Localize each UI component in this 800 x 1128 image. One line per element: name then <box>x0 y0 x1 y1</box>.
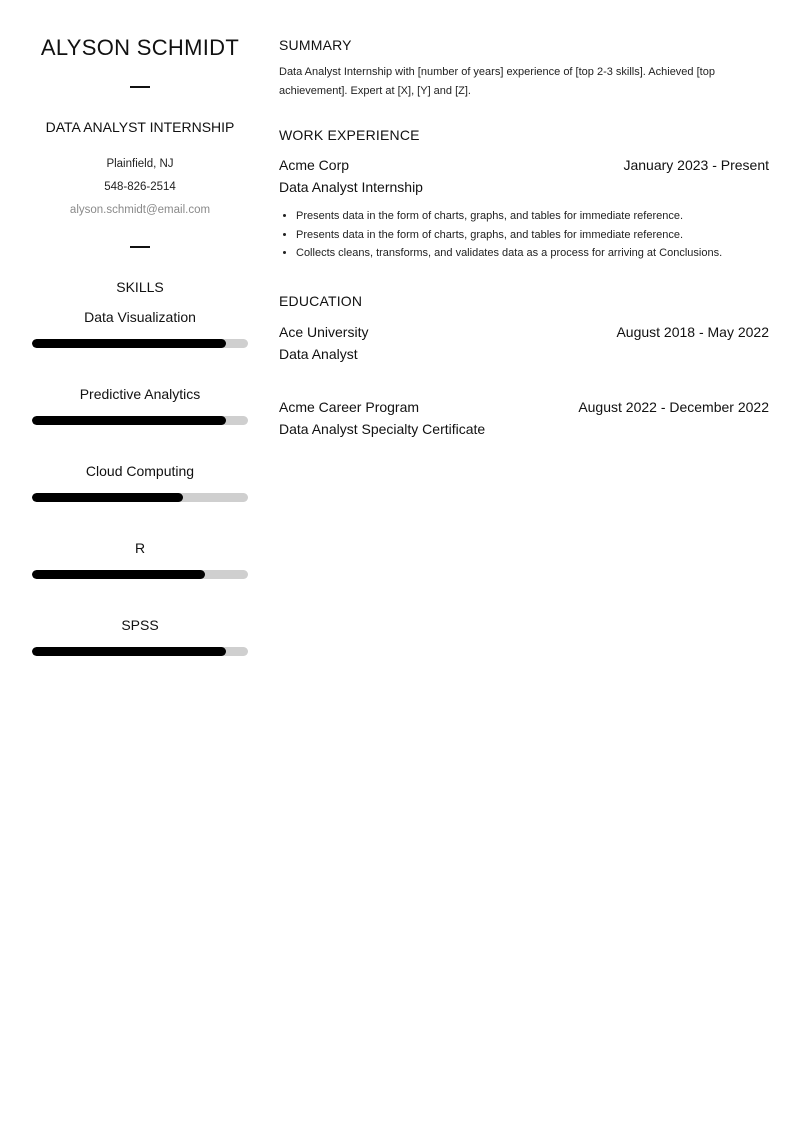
skill-level-bar <box>32 493 248 502</box>
skill-name: Data Visualization <box>84 309 196 325</box>
skills-heading: SKILLS <box>116 279 164 295</box>
education-entry <box>279 398 769 438</box>
sidebar <box>28 34 252 656</box>
school-name: Acme Career Program <box>279 398 420 415</box>
skill-item <box>28 462 252 502</box>
job-title: DATA ANALYST INTERNSHIP <box>45 119 235 135</box>
education-entry-header <box>279 323 769 341</box>
skill-level-fill <box>32 416 226 425</box>
skill-name: Predictive Analytics <box>79 386 201 402</box>
name-divider <box>130 86 150 88</box>
skill-level-fill <box>32 493 183 502</box>
skill-item <box>28 616 252 656</box>
summary-text: Data Analyst Internship with [number of years] experience of [top 2-3 skills]. Achieved [top achievement]. Expert at [X], [Y] and [Z]. <box>279 66 715 97</box>
education-dates: August 2022 - December 2022 <box>578 398 769 415</box>
school-name: Ace University <box>279 323 369 340</box>
work-entry <box>279 156 769 263</box>
degree-name: Data Analyst Specialty Certificate <box>279 420 486 437</box>
skill-item <box>28 308 252 348</box>
summary-section <box>279 36 769 100</box>
responsibility-item: • Presents data in the form of charts, graphs, and tables for immediate reference. <box>296 226 769 245</box>
responsibility-item: • Presents data in the form of charts, graphs, and tables for immediate reference. <box>296 207 769 226</box>
candidate-name: ALYSON SCHMIDT <box>40 35 240 60</box>
education-entry-header <box>279 398 769 416</box>
location-text: Plainfield, NJ <box>106 158 174 170</box>
education-entry <box>279 323 769 363</box>
skill-level-fill <box>32 647 226 656</box>
education-section <box>279 292 769 438</box>
skill-level-bar <box>32 416 248 425</box>
skill-level-fill <box>32 339 226 348</box>
phone-text: 548-826-2514 <box>104 181 176 193</box>
email-link[interactable]: alyson.schmidt@email.com <box>69 204 211 216</box>
skill-item <box>28 385 252 425</box>
skill-level-fill <box>32 570 205 579</box>
skill-name: R <box>134 540 146 556</box>
summary-heading: SUMMARY <box>279 37 352 53</box>
work-dates: January 2023 - Present <box>623 157 769 173</box>
skill-name: SPSS <box>121 617 159 633</box>
work-experience-heading: WORK EXPERIENCE <box>279 127 420 143</box>
education-heading: EDUCATION <box>279 292 363 309</box>
contact-divider <box>130 246 150 248</box>
skill-level-bar <box>32 647 248 656</box>
skill-level-bar <box>32 339 248 348</box>
job-role: Data Analyst Internship <box>279 179 423 195</box>
contact-block <box>28 153 252 222</box>
main-content <box>279 36 769 438</box>
responsibility-item: • Collects cleans, transforms, and validates data as a process for arriving at Conclusions. <box>296 244 769 263</box>
degree-name: Data Analyst <box>279 345 358 362</box>
skill-level-bar <box>32 570 248 579</box>
education-dates: August 2018 - May 2022 <box>616 323 769 340</box>
work-experience-section <box>279 126 769 263</box>
skill-name: Cloud Computing <box>85 463 195 479</box>
company-name: Acme Corp <box>279 157 350 173</box>
work-entry-header <box>279 156 769 174</box>
responsibility-list <box>279 207 769 263</box>
skill-item <box>28 539 252 579</box>
